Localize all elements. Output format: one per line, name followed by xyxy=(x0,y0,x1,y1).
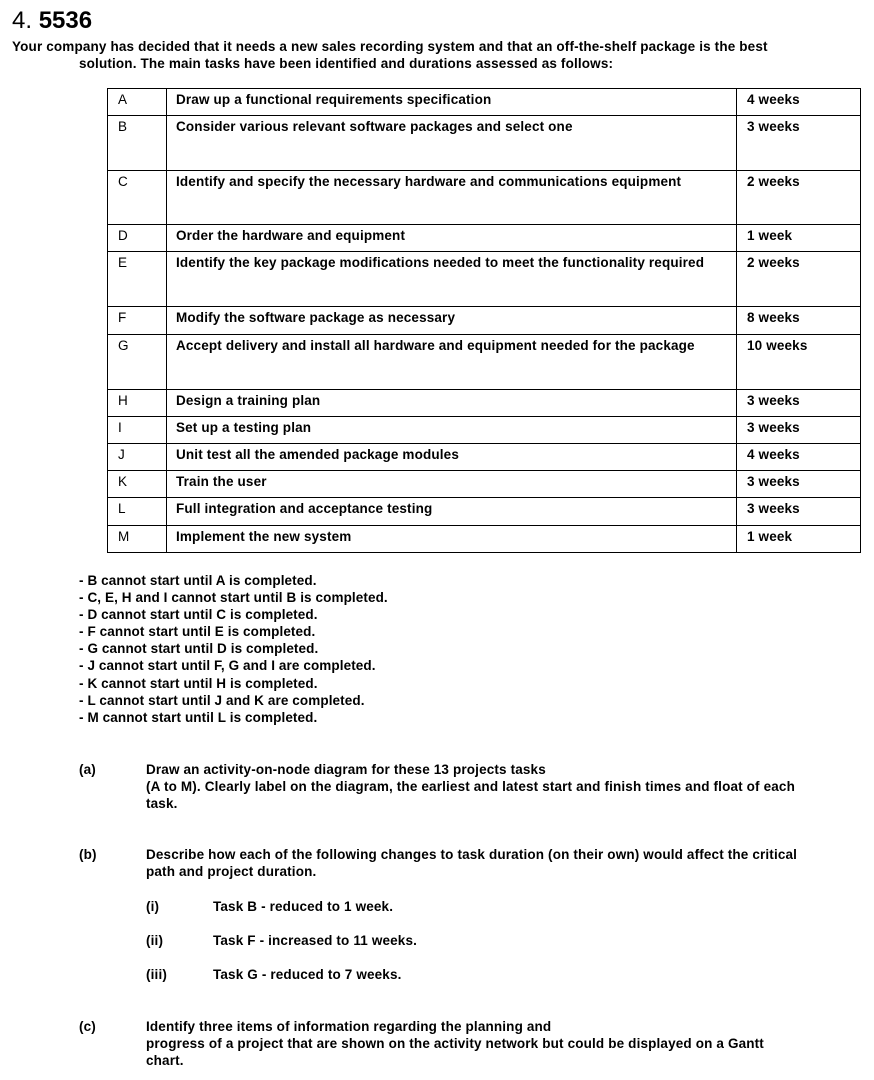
task-duration: 2 weeks xyxy=(737,252,861,307)
task-duration: 4 weeks xyxy=(737,89,861,116)
task-code: J xyxy=(108,444,167,471)
task-description: Accept delivery and install all hardware and equipment needed for the package xyxy=(167,335,737,390)
table-row xyxy=(108,417,861,444)
task-code: I xyxy=(108,417,167,444)
dependency-item: - K cannot start until H is completed. xyxy=(79,675,318,691)
task-code: F xyxy=(108,307,167,335)
question-text xyxy=(146,846,866,880)
table-row xyxy=(108,471,861,498)
task-description: Draw up a functional requirements specification xyxy=(167,89,737,116)
dependency-item: - B cannot start until A is completed. xyxy=(79,573,317,588)
subquestion-text: Task F - increased to 11 weeks. xyxy=(213,933,417,948)
task-description: Modify the software package as necessary xyxy=(167,307,737,335)
table-row xyxy=(108,171,861,225)
question-line: Draw an activity-on-node diagram for these 13 projects tasks xyxy=(146,762,546,777)
task-duration: 3 weeks xyxy=(737,471,861,498)
task-code: C xyxy=(108,171,167,225)
task-duration: 3 weeks xyxy=(737,417,861,444)
table-row xyxy=(108,307,861,335)
task-code: D xyxy=(108,225,167,252)
dependency-item: - M cannot start until L is completed. xyxy=(79,709,318,725)
task-duration: 3 weeks xyxy=(737,498,861,526)
question-label: (b) xyxy=(79,847,97,862)
question-line: path and project duration. xyxy=(146,864,317,879)
task-description: Design a training plan xyxy=(167,390,737,417)
dependency-item: - D cannot start until C is completed. xyxy=(79,607,318,623)
task-code: L xyxy=(108,498,167,526)
task-duration: 4 weeks xyxy=(737,444,861,471)
intro-line: Your company has decided that it needs a new sales recording system and that an off-the-shelf package is the best xyxy=(12,39,768,54)
dependency-item: - F cannot start until E is completed. xyxy=(79,624,316,640)
task-duration: 1 week xyxy=(737,526,861,553)
intro-paragraph xyxy=(12,38,862,72)
task-code: M xyxy=(108,526,167,553)
subquestion-label: (iii) xyxy=(146,967,167,982)
task-duration: 3 weeks xyxy=(737,116,861,171)
task-code: G xyxy=(108,335,167,390)
question-line: task. xyxy=(146,796,178,811)
task-code: B xyxy=(108,116,167,171)
task-description: Order the hardware and equipment xyxy=(167,225,737,252)
task-description: Unit test all the amended package modules xyxy=(167,444,737,471)
task-description: Train the user xyxy=(167,471,737,498)
question-number: 4. xyxy=(12,7,33,34)
question-a xyxy=(79,761,869,813)
task-code: K xyxy=(108,471,167,498)
question-c xyxy=(79,1018,869,1070)
question-line: Identify three items of information regarding the planning and xyxy=(146,1019,552,1034)
question-line: chart. xyxy=(146,1053,184,1068)
table-row xyxy=(108,335,861,390)
question-text xyxy=(146,1018,866,1069)
intro-line: solution. The main tasks have been identified and durations assessed as follows: xyxy=(79,56,614,71)
dependency-item: - J cannot start until F, G and I are completed. xyxy=(79,658,376,674)
dependency-item: - L cannot start until J and K are completed. xyxy=(79,692,365,708)
task-code: E xyxy=(108,252,167,307)
dependency-item: - G cannot start until D is completed. xyxy=(79,641,319,657)
table-row xyxy=(108,444,861,471)
dependency-list xyxy=(79,572,388,726)
table-row xyxy=(108,225,861,252)
task-code: H xyxy=(108,390,167,417)
subquestion-label: (ii) xyxy=(146,933,164,948)
table-row xyxy=(108,526,861,553)
task-description: Identify and specify the necessary hardware and communications equipment xyxy=(167,171,737,225)
question-line: progress of a project that are shown on the activity network but could be displayed on a Gantt xyxy=(146,1036,764,1051)
task-table xyxy=(107,88,861,553)
task-description: Identify the key package modifications needed to meet the functionality required xyxy=(167,252,737,307)
task-duration: 10 weeks xyxy=(737,335,861,390)
subquestion-text: Task G - reduced to 7 weeks. xyxy=(213,967,402,982)
question-heading xyxy=(12,6,92,36)
task-description: Set up a testing plan xyxy=(167,417,737,444)
task-description: Consider various relevant software packages and select one xyxy=(167,116,737,171)
task-description: Full integration and acceptance testing xyxy=(167,498,737,526)
task-duration: 3 weeks xyxy=(737,390,861,417)
question-label: (a) xyxy=(79,762,96,777)
question-b xyxy=(79,846,869,882)
table-row xyxy=(108,116,861,171)
question-line: (A to M). Clearly label on the diagram, the earliest and latest start and finish times and float of each xyxy=(146,779,795,794)
subquestion-text: Task B - reduced to 1 week. xyxy=(213,899,394,914)
table-row xyxy=(108,390,861,417)
subquestion-label: (i) xyxy=(146,899,160,914)
task-code: A xyxy=(108,89,167,116)
task-duration: 1 week xyxy=(737,225,861,252)
dependency-item: - C, E, H and I cannot start until B is completed. xyxy=(79,590,388,606)
task-duration: 2 weeks xyxy=(737,171,861,225)
question-label: (c) xyxy=(79,1019,96,1034)
table-row xyxy=(108,89,861,116)
question-line: Describe how each of the following changes to task duration (on their own) would affect the critical xyxy=(146,847,798,862)
table-row xyxy=(108,498,861,526)
question-code: 5536 xyxy=(38,7,93,34)
question-text xyxy=(146,761,866,812)
table-row xyxy=(108,252,861,307)
task-duration: 8 weeks xyxy=(737,307,861,335)
task-description: Implement the new system xyxy=(167,526,737,553)
